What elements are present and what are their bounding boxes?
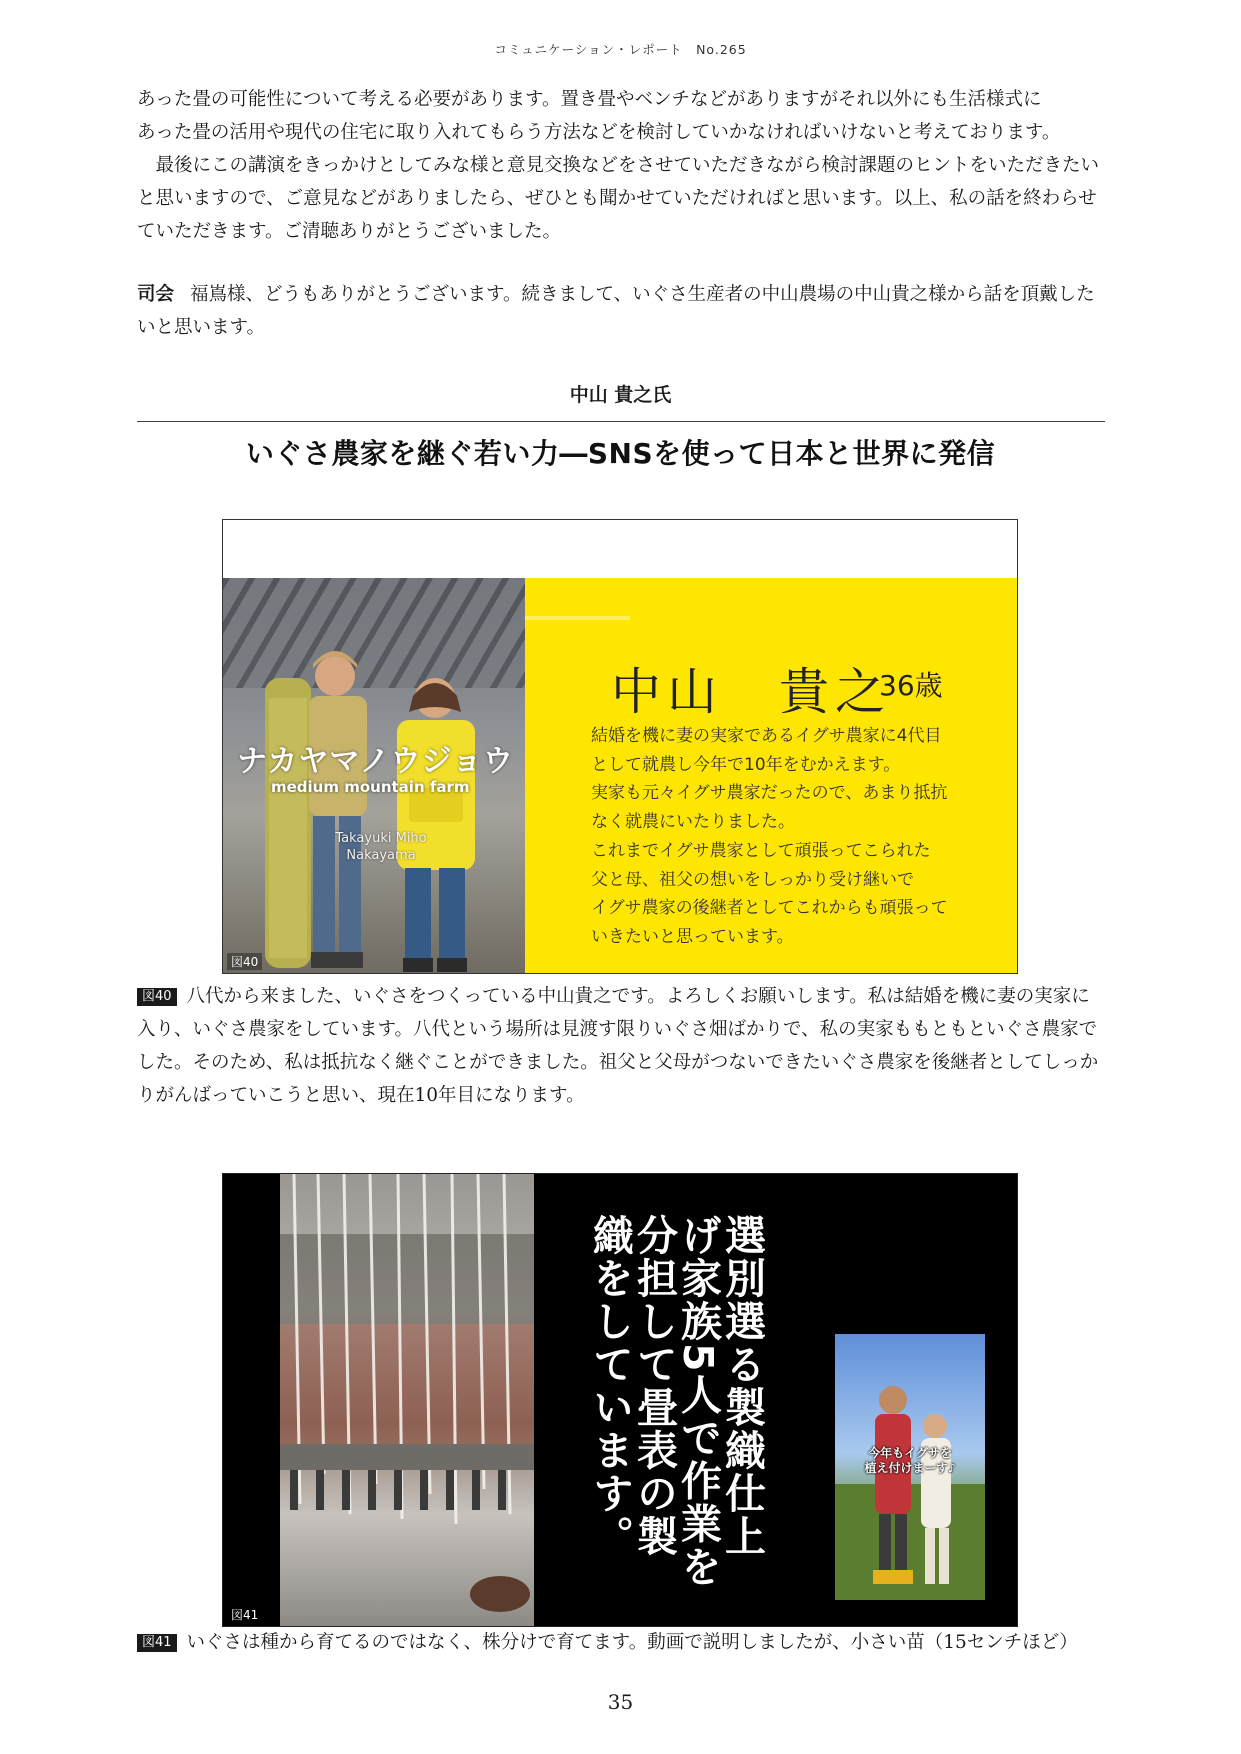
farm-brand-english: medium mountain farm <box>271 778 470 796</box>
body-paragraphs <box>137 83 1105 248</box>
running-head: コミュニケーション・レポート No.265 <box>494 42 747 57</box>
paragraph-line: あった畳の可能性について考える必要があります。置き畳やベンチなどがありますがそれ以外にも生活様式に <box>137 89 1042 110</box>
moderator-text: 福嶌様、どうもありがとうございます。続きまして、いぐさ生産者の中山農場の中山貴之様から話を頂戴したいと思います。 <box>137 284 1095 338</box>
figure-number-tag: 図40 <box>227 953 262 970</box>
profile-bio <box>591 722 1001 952</box>
phone-overlay-line: 植え付けまーす♪ <box>864 1461 956 1475</box>
caption-figure-tag: 図41 <box>137 1634 177 1652</box>
bio-line: 父と母、祖父の想いをしっかり受け継いで <box>591 869 914 890</box>
woman-in-yellow-jacket <box>383 668 493 974</box>
bio-line: いきたいと思っています。 <box>591 926 794 947</box>
speaker-name: 中山 貴之氏 <box>569 384 672 406</box>
page-number: 35 <box>607 1690 634 1714</box>
phone-overlay-line: 今年もイグサを <box>868 1446 952 1460</box>
loom-photo <box>280 1174 534 1627</box>
accent-bar <box>525 616 630 620</box>
slide-vertical-text: 選別選る製織仕上げ家族5人で作業を分担して畳表の製織をしています。 <box>586 1214 766 1589</box>
closing-paragraph: 最後にこの講演をきっかけとしてみな様と意見交換などをさせていただきながら検討課題のヒントをいただきたいと思いますので、ご意見などがありましたら、ぜひとも聞かせていただければと思います。以上、私の話を終わらせていただきます。ご清聴ありがとうございました。 <box>137 155 1100 242</box>
caption-figure-tag: 図40 <box>137 988 177 1006</box>
farm-brand-japanese: ナカヤマノウジョウ <box>237 744 514 779</box>
figure-40-slide <box>222 519 1018 974</box>
caption-text: いぐさは種から育てるのではなく、株分けで育てます。動画で説明しましたが、小さい苗（15センチほど） <box>186 1632 1078 1653</box>
moderator-remark <box>137 278 1105 344</box>
paragraph-line: あった畳の活用や現代の住宅に取り入れてもらう方法などを検討していかなければいけないと考えております。 <box>137 122 1061 143</box>
bio-line: 実家も元々イグサ農家だったので、あまり抵抗 <box>591 783 948 804</box>
phone-video-still <box>835 1334 985 1600</box>
moderator-label: 司会 <box>137 284 175 305</box>
bio-line: として就農し今年で10年をむかえます。 <box>591 754 901 775</box>
bio-line: イグサ農家の後継者としてこれからも頑張って <box>591 898 948 919</box>
figure-40-caption <box>137 980 1105 1112</box>
bio-line: これまでイグサ農家として頑張ってこられた <box>591 840 931 861</box>
title-divider <box>137 421 1105 422</box>
farmer-names-line: Takayuki Miho <box>335 831 427 846</box>
profile-name: 中山 貴之 <box>611 663 891 721</box>
figure-41-caption <box>137 1626 1105 1659</box>
profile-panel <box>525 578 1018 974</box>
farmer-names <box>321 830 441 864</box>
farmers-photo <box>223 578 525 974</box>
bio-line: なく就農にいたりました。 <box>591 812 795 833</box>
phone-overlay-text <box>835 1446 985 1476</box>
figure-41-slide <box>222 1173 1018 1627</box>
figure-number-tag: 図41 <box>227 1606 262 1623</box>
profile-age: 36歳 <box>879 669 943 702</box>
bio-line: 結婚を機に妻の実家であるイグサ農家に4代目 <box>591 726 942 746</box>
man-with-igusa-bundle <box>263 638 373 974</box>
farmer-names-line: Nakayama <box>346 848 416 863</box>
caption-text: 八代から来ました、いぐさをつくっている中山貴之です。よろしくお願いします。私は結婚を機に妻の実家に入り、いぐさ農家をしています。八代という場所は見渡す限りいぐさ畑ばかりで、私の実家ももともといぐさ農家でした。そのため、私は抵抗なく継ぐことができました。祖父と父母がつないできたいぐさ農家を後継者としてしっかりがんばっていこうと思い、現在10年目になります。 <box>137 986 1099 1106</box>
loom-threads <box>280 1174 534 1627</box>
talk-title: いぐさ農家を継ぐ若い力―SNSを使って日本と世界に発信 <box>245 437 996 470</box>
